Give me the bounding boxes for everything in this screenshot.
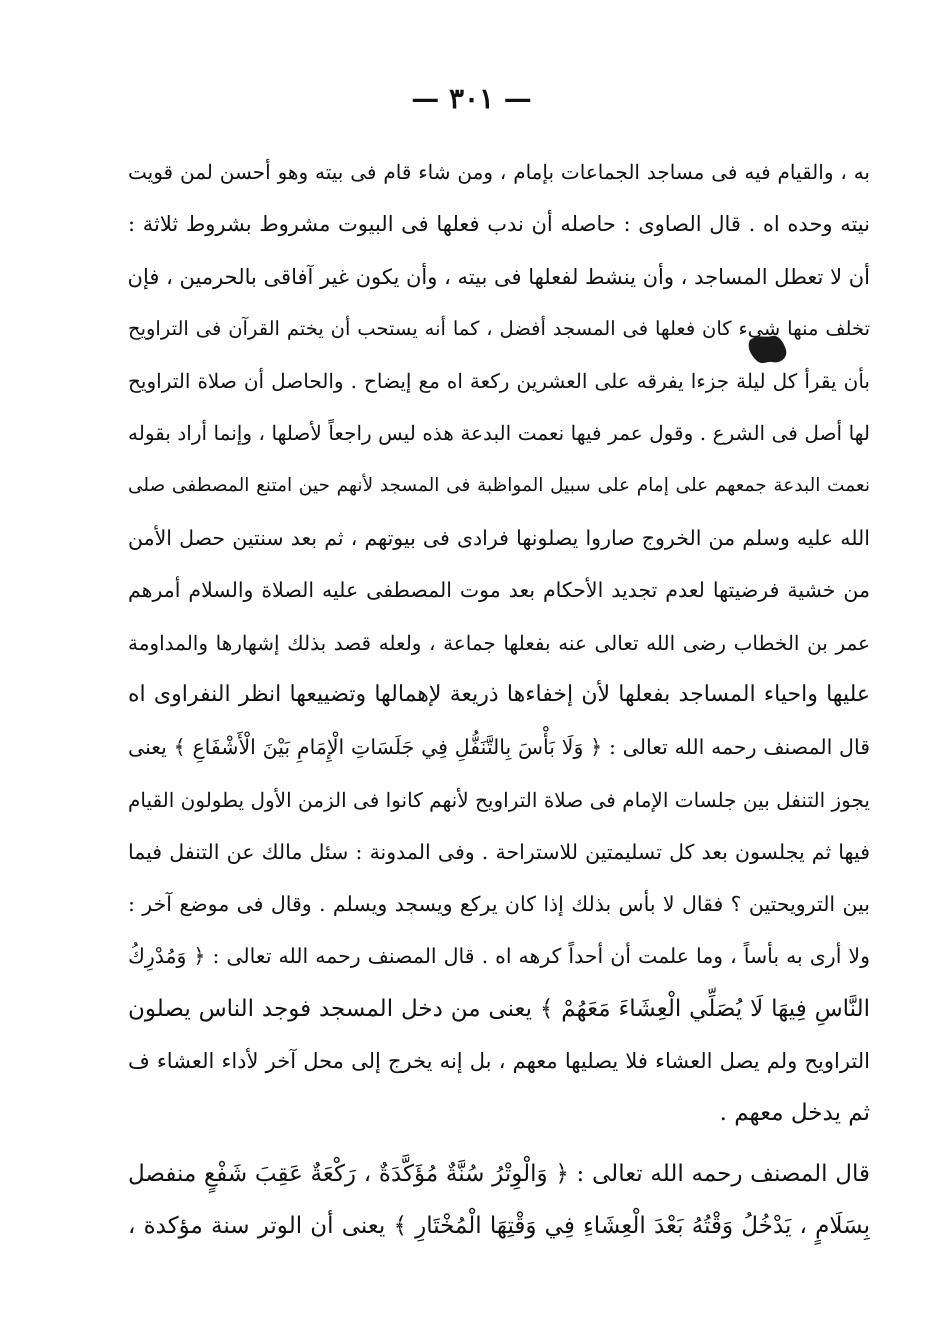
text-line: قال المصنف رحمه الله تعالى : ﴿ وَالْوِتْرُ سُنَّةٌ مُؤَكَّدَةٌ ، رَكْعَةٌ عَقِبَ شَفْعٍ منفصل [128,1160,870,1187]
text-line: نيته وحده اه . قال الصاوى : حاصله أن ندب فعلها فى البيوت مشروط بشروط ثلاثة : [128,212,870,237]
text-line: النَّاسِ فِيهَا لَا يُصَلِّي الْعِشَاءَ مَعَهُمْ ﴾ يعنى من دخل المسجد فوجد الناس يصلون [128,995,870,1022]
text-line: عليها واحياء المساجد بفعلها لأن إخفاءها ذريعة لإهمالها وتضييعها انظر النفراوى اه [128,681,870,707]
page-number: — ٣٠١ — [411,82,532,115]
text-line: فيها ثم يجلسون بعد كل تسليمتين للاستراحة . وفى المدونة : سئل مالك عن التنفل فيما [128,839,870,864]
page-body [128,146,870,1252]
text-line: أن لا تعطل المساجد ، وأن ينشط لفعلها فى بيته ، وأن يكون غير آفاقى بالحرمين ، فإن [128,264,870,289]
text-line: به ، والقيام فيه فى مساجد الجماعات بإمام ، ومن شاء قام فى بيته وهو أحسن لمن قويت [128,160,870,184]
text-line: نعمت البدعة جمعهم على إمام على سبيل المواظبة فى المسجد لأنهم حين امتنع المصطفى صلى [128,474,870,496]
text-line: يجوز التنفل بين جلسات الإمام فى صلاة التراويح لأنهم كانوا فى الزمن الأول يطولون القيام [128,787,870,812]
text-line: ولا أرى به بأساً ، وما علمت أن أحداً كرهه اه . قال المصنف رحمه الله تعالى : ﴿ وَمُدْرِكُ [128,944,870,969]
text-line: لها أصل فى الشرع . وقول عمر فيها نعمت البدعة هذه ليس راجعاً لأصلها ، وإنما أراد بقوله [128,421,870,446]
text-line: بين الترويحتين ؟ فقال لا بأس بذلك إذا كان يركع ويسجد ويسلم . وقال فى موضع آخر : [128,892,870,917]
text-line: بأن يقرأ كل ليلة جزءا يفرقه على العشرين ركعة اه مع إيضاح . والحاصل أن صلاة التراويح [128,369,870,394]
text-line: عمر بن الخطاب رضى الله تعالى عنه بفعلها جماعة ، ولعله قصد بذلك إشهارها والمداومة [128,630,870,655]
text-line: بِسَلَامٍ ، يَدْخُلُ وَقْتُهُ بَعْدَ الْعِشَاءِ فِي وَقْتِهَا الْمُخْتَارِ ﴾ يعنى أن الوتر سنة مؤكدة ، [128,1212,870,1239]
paragraph-gap [128,1140,870,1148]
text-line: من خشية فرضيتها لعدم تجديد الأحكام بعد موت المصطفى عليه الصلاة والسلام أمرهم [128,578,870,603]
text-line: التراويح ولم يصل العشاء فلا يصليها معهم ، بل إنه يخرج إلى محل آخر لأداء العشاء ف [128,1049,870,1074]
text-line: الله عليه وسلم من الخروج صاروا يصلونها فرادى فى بيوتهم ، ثم بعد سنتين حصل الأمن [128,526,870,551]
text-line: قال المصنف رحمه الله تعالى : ﴿ وَلَا بَأْسَ بِالتَّنَفُّلِ فِي جَلَسَاتِ الْإِمَامِ بَيْنَ الْأَشْفَاعِ ﴾ يعنى [128,735,870,760]
text-line: ثم يدخل معهم . [719,1100,870,1127]
text-line: تخلف منها شىء كان فعلها فى المسجد أفضل ، كما أنه يستحب أن يختم القرآن فى التراويح [128,316,870,340]
